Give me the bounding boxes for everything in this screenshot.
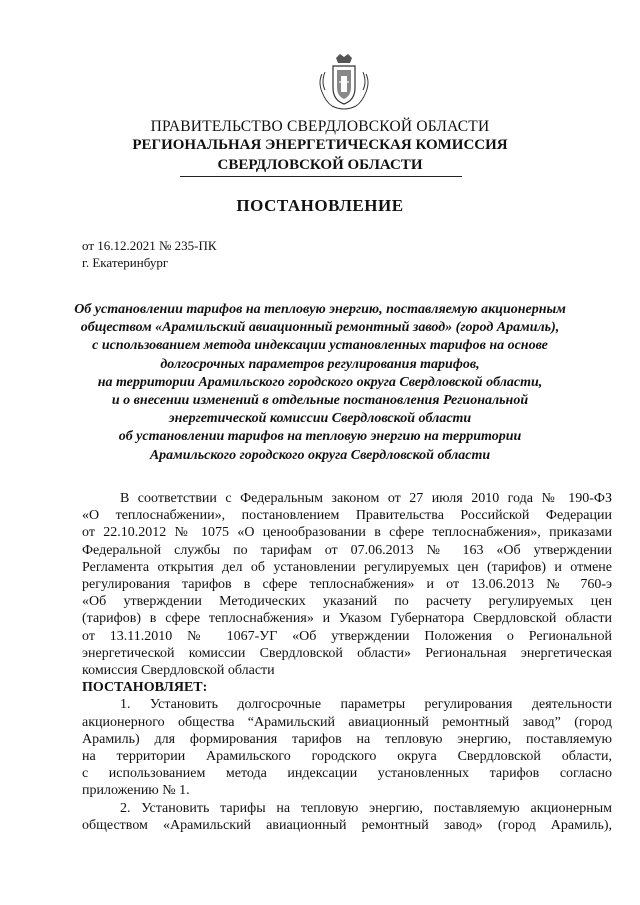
item1-line: с использованием метода индексации установленных тарифов согласно (82, 766, 612, 782)
document-body (82, 490, 612, 834)
item1-line: Арамиль) для формирования тарифов на тепловую энергию, поставляемую (82, 731, 612, 747)
item1-line: 1. Установить долгосрочные параметры регулирования деятельности (120, 697, 612, 713)
title-line: обществом «Арамильский авиационный ремонтный завод» (город Арамиль), (80, 320, 560, 336)
preamble-line: В соответствии с Федеральным законом от 27 июля 2010 года № 190-ФЗ (120, 491, 612, 506)
preamble-line: «О теплоснабжении», постановлением Правительства Российской Федерации (82, 508, 612, 524)
commission-name: РЕГИОНАЛЬНАЯ ЭНЕРГЕТИЧЕСКАЯ КОМИССИЯ (132, 137, 508, 153)
document-title (70, 301, 570, 465)
preamble-line: Федеральной службы по тарифам от 07.06.2013 № 163 «Об утверждении (82, 542, 612, 558)
coat-of-arms-emblem-icon (316, 52, 372, 114)
header-divider (180, 176, 462, 177)
preamble-line: от 13.11.2010 № 1067-УГ «Об утверждении Положения о Региональной (82, 628, 612, 644)
document-city: г. Екатеринбург (82, 255, 169, 270)
title-line: энергетической комиссии Свердловской области (168, 411, 472, 427)
preamble-line: от 22.10.2012 № 1075 «О ценообразовании в сфере теплоснабжения», приказами (82, 525, 612, 541)
preamble-line: энергетической комиссии Свердловской области» Региональная энергетическая (82, 645, 612, 661)
title-line: об установлении тарифов на тепловую энергию на территории (118, 429, 522, 445)
preamble-line: Регламента открытия дел об установлении регулируемых цен (тарифов) и отмене (82, 559, 612, 575)
item2-line: 2. Установить тарифы на тепловую энергию, поставляемую акционерным (120, 800, 612, 816)
preamble-line: комиссия Свердловской области (82, 663, 275, 679)
preamble-line: (тарифов) в сфере теплоснабжения» и Указом Губернатора Свердловской области (82, 611, 612, 627)
item2-line: обществом «Арамильский авиационный ремонтный завод» (город Арамиль), (82, 817, 612, 833)
preamble-line: «Об утверждении Методических указаний по расчету регулируемых цен (82, 594, 612, 610)
title-line: Об установлении тарифов на тепловую энергию, поставляемую акционерным (74, 302, 566, 317)
title-line: и о внесении изменений в отдельные постановления Региональной (111, 393, 529, 409)
resolves-heading: ПОСТАНОВЛЯЕТ: (82, 680, 208, 696)
document-date-number: от 16.12.2021 № 235-ПК (82, 238, 217, 253)
item1-line: на территории Арамильского городского округа Свердловской области, (82, 749, 612, 765)
item1-line: приложению № 1. (82, 783, 190, 799)
title-line: долгосрочных параметров регулирования тарифов, (160, 356, 480, 372)
title-line: Арамильского городского округа Свердловской области (149, 447, 491, 463)
preamble-line: регулирования тарифов в сфере теплоснабжения» и от 13.06.2013 № 760-э (82, 577, 612, 593)
commission-region: СВЕРДЛОВСКОЙ ОБЛАСТИ (217, 157, 423, 173)
item1-line: акционерного общества “Арамильский авиационный ремонтный завод” (город (82, 714, 612, 730)
document-type: ПОСТАНОВЛЕНИЕ (236, 196, 404, 215)
government-name: ПРАВИТЕЛЬСТВО СВЕРДЛОВСКОЙ ОБЛАСТИ (150, 118, 490, 135)
title-line: с использованием метода индексации установленных тарифов на основе (92, 338, 548, 354)
title-line: на территории Арамильского городского округа Свердловской области, (97, 374, 543, 390)
